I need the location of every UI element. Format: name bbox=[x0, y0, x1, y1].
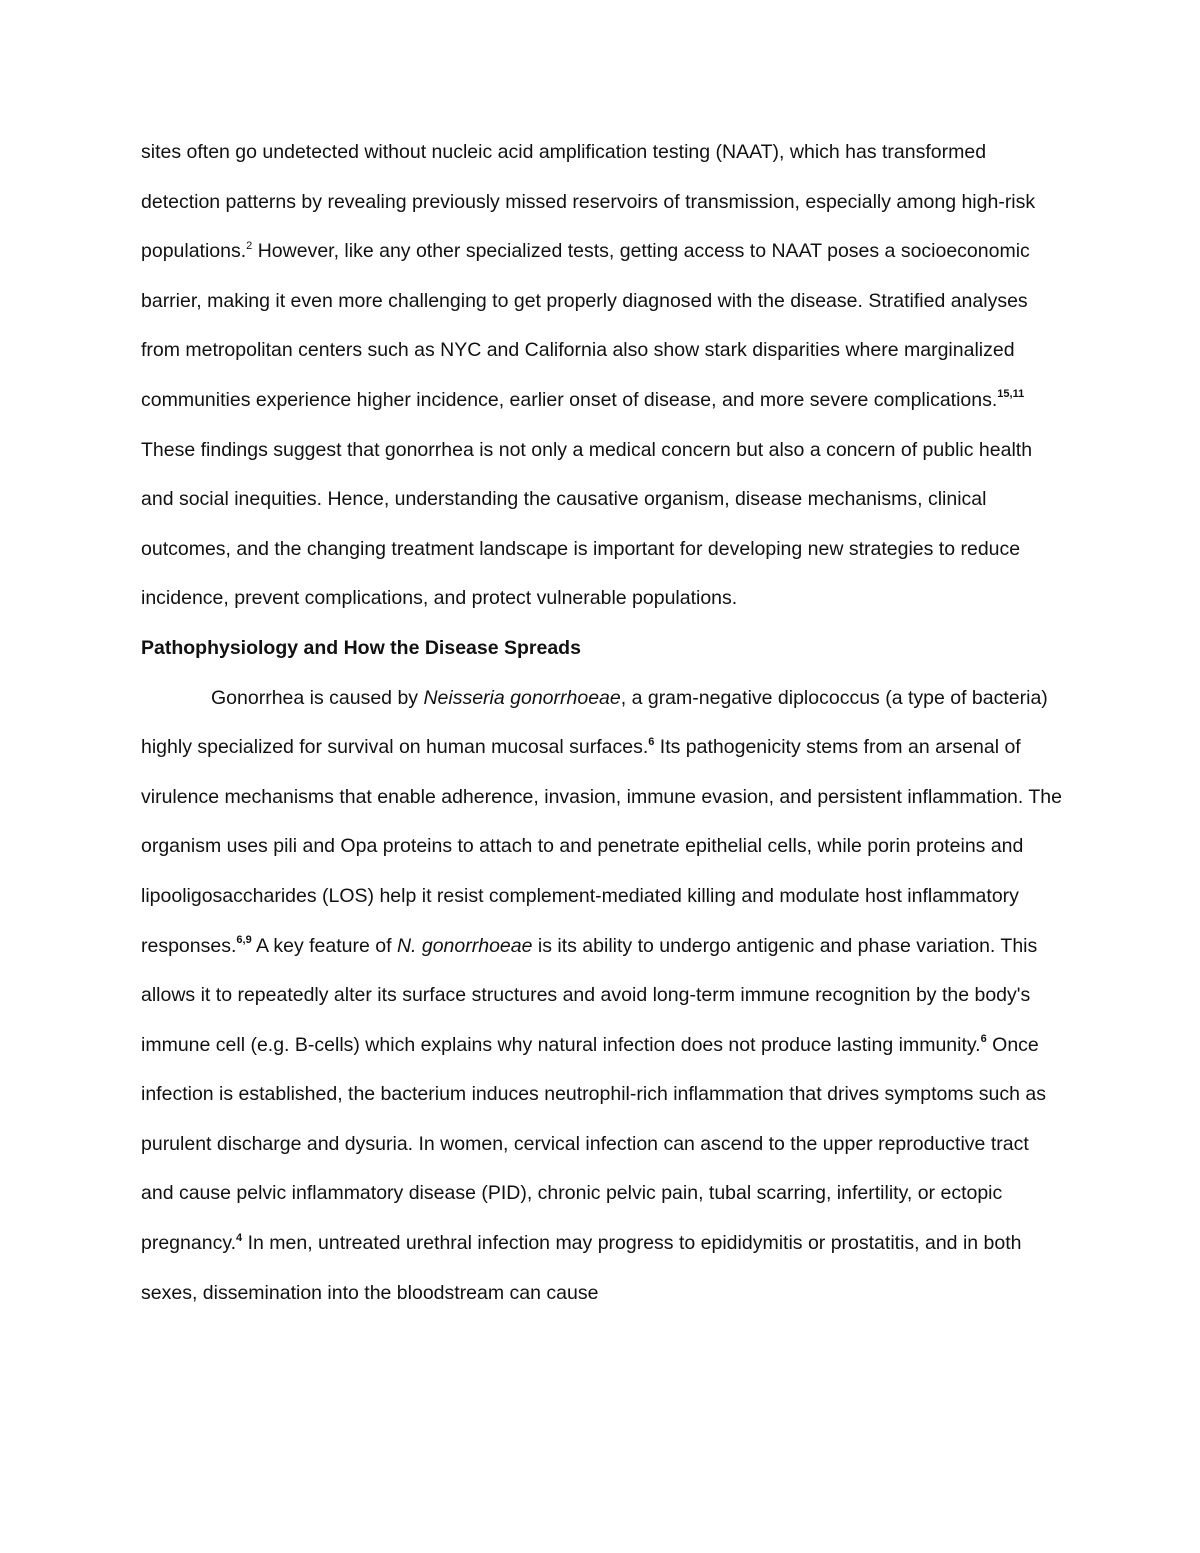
text-run: However, like any other specialized tests, getting access to NAAT poses a socioeconomic barrier, making it even more challenging to get properly diagnosed with the disease. Stratified analyses from metropolitan centers such as NYC and California also show stark disparities where marginalized communities experience higher incidence, earlier onset of disease, and more severe complications. bbox=[141, 240, 1030, 411]
text-run: In men, untreated urethral infection may progress to epididymitis or prostatitis, and in both sexes, dissemination into the bloodstream can cause bbox=[141, 1232, 1022, 1304]
text-run: Once infection is established, the bacterium induces neutrophil-rich inflammation that drives symptoms such as purulent discharge and dysuria. In women, cervical infection can ascend to the upper reproductive tract and cause pelvic inflammatory disease (PID), chronic pelvic pain, tubal scarring, infertility, or ectopic pregnancy. bbox=[141, 1033, 1047, 1255]
text-run: is its ability to undergo antigenic and phase variation. This allows it to repeatedly alter its surface structures and avoid long-term immune recognition by the body's immune cell (e.g. B-cells) which explains why natural infection does not produce lasting immunity. bbox=[141, 934, 1038, 1056]
citation-superscript: 4 bbox=[236, 1231, 243, 1244]
italic-species-name: N. gonorrhoeae bbox=[396, 934, 533, 957]
italic-species-name: Neisseria gonorrhoeae bbox=[423, 686, 621, 709]
citation-superscript: 6 bbox=[980, 1033, 987, 1046]
citation-superscript: 15,11 bbox=[997, 388, 1025, 401]
text-run: sites often go undetected without nucleic acid amplification testing (NAAT), which has transformed detection patterns by revealing previously missed reservoirs of transmission, especially among high-risk populations. bbox=[141, 141, 1036, 263]
citation-superscript: 6,9 bbox=[236, 934, 252, 946]
paragraph-detection-disparities bbox=[141, 128, 1066, 624]
citation-superscript: 2 bbox=[246, 239, 253, 252]
paragraph-pathophysiology bbox=[141, 674, 1066, 1319]
text-run: Gonorrhea is caused by bbox=[211, 686, 424, 709]
section-heading: Pathophysiology and How the Disease Spreads bbox=[141, 636, 581, 659]
text-run: Its pathogenicity stems from an arsenal of virulence mechanisms that enable adherence, invasion, immune evasion, and persistent inflammation. The organism uses pili and Opa proteins to attach to and penetrate epithelial cells, while porin proteins and lipooligosaccharides (LOS) help it resist complement-mediated killing and modulate host inflammatory responses. bbox=[141, 736, 1062, 957]
text-run: A key feature of bbox=[251, 934, 397, 957]
document-body bbox=[141, 128, 1066, 1318]
text-run: , a gram-negative diplococcus (a type of bacteria) highly specialized for survival on human mucosal surfaces. bbox=[141, 686, 1048, 759]
citation-superscript: 6 bbox=[648, 735, 655, 748]
text-run: These findings suggest that gonorrhea is not only a medical concern but also a concern of public health and social inequities. Hence, understanding the causative organism, disease mechanisms, clinical outcomes, and the changing treatment landscape is important for developing new strategies to reduce incidence, prevent complications, and protect vulnerable populations. bbox=[141, 438, 1033, 610]
